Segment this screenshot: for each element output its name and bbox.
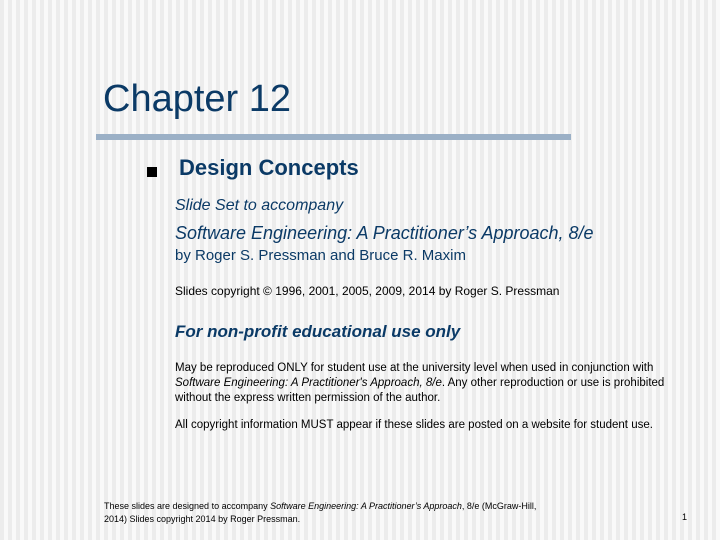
slide-footer: [104, 500, 544, 526]
reproduction-book-title: Software Engineering: A Practitioner's Approach, 8/e: [175, 377, 442, 389]
slide-title: Chapter 12: [103, 78, 292, 120]
copyright-line: Slides copyright © 1996, 2001, 2005, 2009, 2014 by Roger S. Pressman: [175, 284, 560, 298]
slide-subtitle: Slide Set to accompany: [175, 197, 344, 214]
slide-heading: Design Concepts: [179, 155, 359, 180]
nonprofit-notice: For non-profit educational use only: [175, 322, 461, 341]
footer-text-after: , 8/e (McGraw-Hill, 2014) Slides copyright 2014 by Roger Pressman.: [104, 501, 537, 524]
reproduction-paragraph: [175, 361, 675, 406]
reproduction-text-before: May be reproduced ONLY for student use at the university level when used in conjunction with: [175, 362, 654, 374]
authors-line: by Roger S. Pressman and Bruce R. Maxim: [175, 247, 466, 264]
book-title: Software Engineering: A Practitioner’s Approach, 8/e: [175, 223, 594, 243]
reproduction-text-after: . Any other reproduction or use is prohibited without the express written permission of the author.: [175, 377, 665, 404]
title-underline: [96, 134, 571, 140]
footer-text-before: These slides are designed to accompany: [104, 501, 271, 511]
square-bullet-icon: [147, 167, 157, 177]
copyright-notice-paragraph: All copyright information MUST appear if these slides are posted on a website for student use.: [175, 419, 653, 431]
footer-book-title: Software Engineering: A Practitioner’s Approach: [270, 501, 462, 511]
page-number: 1: [682, 512, 688, 522]
